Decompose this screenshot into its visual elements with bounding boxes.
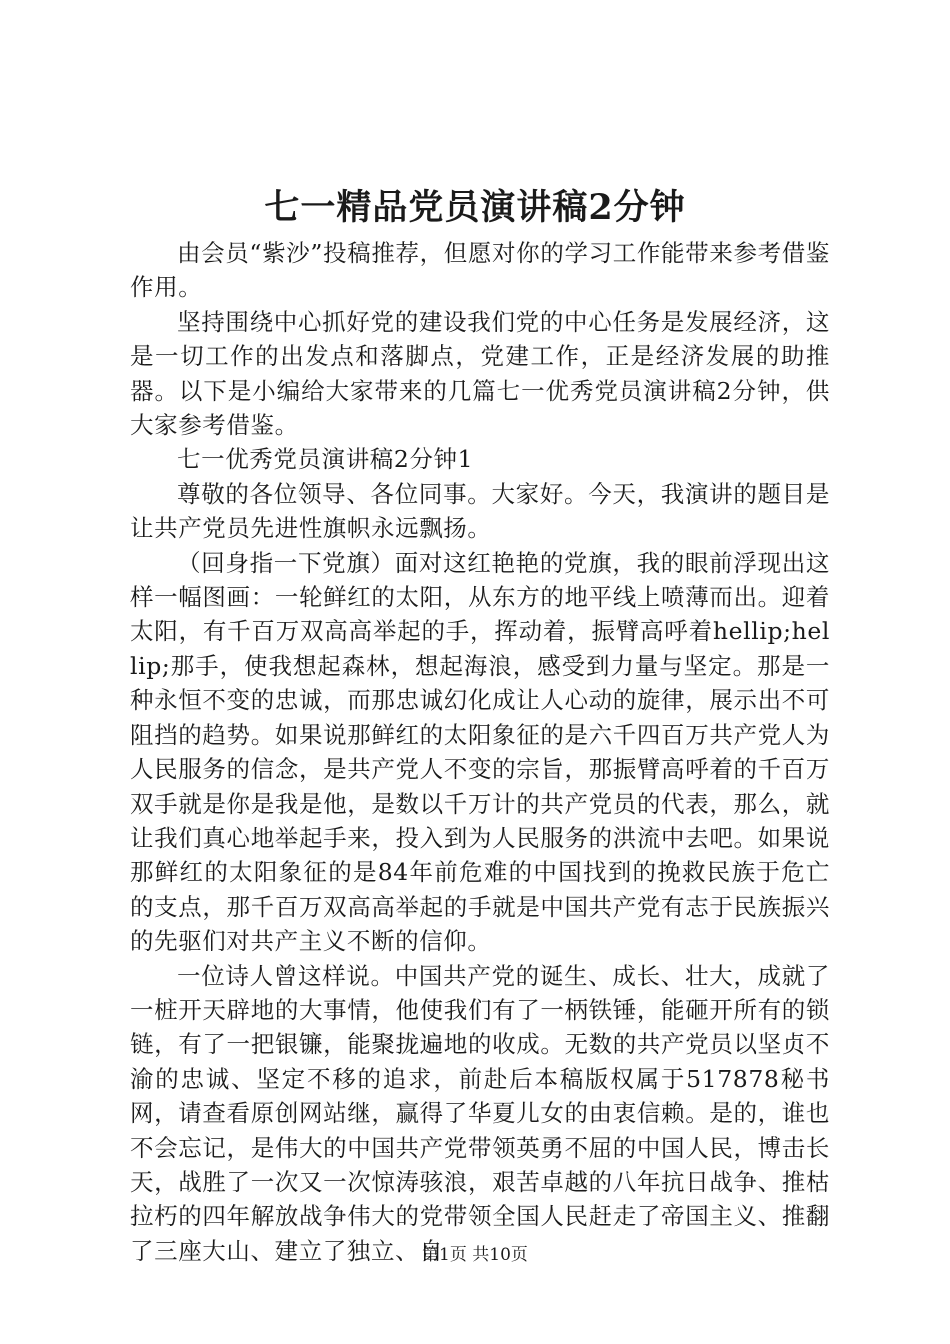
page-title: 七一精品党员演讲稿2分钟 xyxy=(264,187,686,228)
section-heading: 七一优秀党员演讲稿2分钟1 xyxy=(177,445,474,474)
paragraph-greeting: 尊敬的各位领导、各位同事。大家好。今天，我演讲的题目是让共产党员先进性旗帜永远飘扬。 xyxy=(130,479,830,543)
paragraph-flag: （回身指一下党旗）面对这红艳艳的党旗，我的眼前浮现出这样一幅图画：一轮鲜红的太阳，从东方的地平线上喷薄而出。迎着太阳，有千百万双高高举起的手，挥动着，振臂高呼着hellip;hellip;那手，使我想起森林，想起海浪，感受到力量与坚定。那是一种永恒不变的忠诚，而那忠诚幻化成让人心动的旋律，展示出不可阻挡的趋势。如果说那鲜红的太阳象征的是六千四百万共产党人为人民服务的信念，是共产党人不变的宗旨，那振臂高呼着的千百万双手就是你是我是他，是数以千万计的共产党员的代表，那么，就让我们真心地举起手来，投入到为人民服务的洪流中去吧。如果说那鲜红的太阳象征的是84年前危难的中国找到的挽救民族于危亡的支点，那千百万双高高举起的手就是中国共产党有志于民族振兴的先驱们对共产主义不断的信仰。 xyxy=(130,548,830,956)
document-body xyxy=(130,236,830,1268)
page-number-footer: 第1页 共10页 xyxy=(422,1245,528,1265)
paragraph-poet: 一位诗人曾这样说。中国共产党的诞生、成长、壮大，成就了一桩开天辟地的大事情，他使我们有了一柄铁锤，能砸开所有的锁链，有了一把银镰，能聚拢遍地的收成。无数的共产党员以坚贞不渝的忠诚、坚定不移的追求，前赴后本稿版权属于517878秘书网，请查看原创网站继，赢得了华夏儿女的由衷信赖。是的，谁也不会忘记，是伟大的中国共产党带领英勇不屈的中国人民，博击长天，战胜了一次又一次惊涛骇浪，艰苦卓越的八年抗日战争、推枯拉朽的四年解放战争伟大的党带领全国人民赶走了帝国主义、推翻了三座大山、建立了独立、自 xyxy=(130,961,830,1265)
paragraph-summary: 坚持围绕中心抓好党的建设我们党的中心任务是发展经济，这是一切工作的出发点和落脚点，党建工作，正是经济发展的助推器。以下是小编给大家带来的几篇七一优秀党员演讲稿2分钟，供大家参考借鉴。 xyxy=(130,307,830,440)
paragraph-intro: 由会员“紫沙”投稿推荐，但愿对你的学习工作能带来参考借鉴作用。 xyxy=(130,239,830,302)
